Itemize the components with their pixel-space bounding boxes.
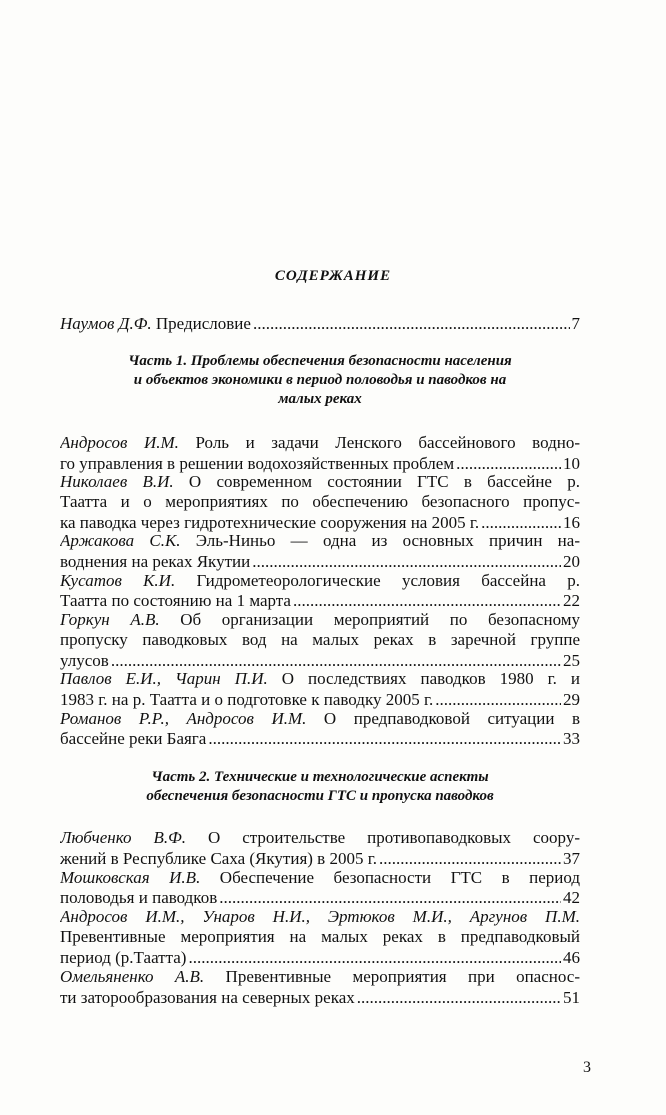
part-heading-line: малых реках [278, 391, 362, 407]
toc-entry-line [60, 590, 580, 611]
toc-entry-line: пропуску паводковых вод на малых реках в заречной группе [60, 630, 580, 649]
entry-page: 7 [571, 314, 580, 333]
entry-page: 29 [563, 690, 580, 709]
leader-dots [188, 947, 561, 968]
entry-page: 20 [563, 552, 580, 571]
entry-text: Превентивные мероприятия при опаснос- [204, 967, 580, 986]
entry-text: Таатта по состоянию на 1 марта [60, 591, 291, 610]
part-heading-line: Часть 2. Технические и технологические аспекты [151, 769, 489, 785]
toc-entry-line [60, 609, 580, 630]
leader-dots [293, 590, 561, 611]
leader-dots [252, 551, 561, 572]
entry-text: О предпаводковой ситуации в [306, 709, 580, 728]
entry-text: Роль и задачи Ленского бассейнового водно- [178, 433, 580, 452]
entry-author: Павлов Е.И., Чарин П.И. [60, 669, 268, 688]
entry-text: улусов [60, 651, 109, 670]
entry-author: Горкун А.В. [60, 610, 160, 629]
toc-entry-line [60, 848, 580, 869]
toc-entry-line [60, 668, 580, 689]
entry-text: ка паводка через гидротехнические сооружения на 2005 г. [60, 513, 480, 532]
toc-entry-line [60, 867, 580, 888]
leader-dots [379, 848, 561, 869]
part-heading-line: обеспечения безопасности ГТС и пропуска паводков [146, 788, 494, 804]
entry-text: ти заторообразования на северных реках [60, 988, 355, 1007]
entry-text: Гидрометеорологические условия бассейна р. [175, 571, 580, 590]
entry-text: О строительстве противопаводковых соору- [186, 828, 580, 847]
entry-author: Наумов Д.Ф. [60, 314, 152, 333]
entry-author: Кусатов К.И. [60, 571, 176, 590]
part-2-heading [60, 768, 580, 806]
entry-text: половодья и паводков [60, 888, 218, 907]
leader-dots [208, 728, 561, 749]
entry-author: Аржакова С.К. [60, 531, 181, 550]
part-1-heading [60, 352, 580, 409]
toc-entry-line: Превентивные мероприятия на малых реках в предпаводковый [60, 927, 580, 946]
entry-text: Эль-Ниньо — одна из основных причин на- [180, 531, 580, 550]
entry-text: О последствиях паводков 1980 г. и [267, 669, 580, 688]
entry-page: 16 [563, 513, 580, 532]
entry-author: Мошковская И.В. [60, 868, 201, 887]
page-number: 3 [583, 1059, 591, 1076]
entry-text: 1983 г. на р. Таатта и о подготовке к паводку 2005 г. [60, 690, 434, 709]
toc-entry-line [60, 728, 580, 749]
toc-entry-line [60, 827, 580, 848]
entry-page: 25 [563, 651, 580, 670]
entry-page: 33 [563, 729, 580, 748]
leader-dots [253, 313, 570, 334]
leader-dots [219, 887, 561, 908]
entry-text: Обеспечение безопасности ГТС в период [200, 868, 580, 887]
toc-entry-line [60, 947, 580, 968]
entry-author: Любченко В.Ф. [60, 828, 187, 847]
entry-page: 22 [563, 591, 580, 610]
entry-author: Андросов И.М., Унаров Н.И., Эртюков М.И., Аргунов П.М. [60, 907, 580, 926]
entry-text: период (р.Таатта) [60, 948, 187, 967]
toc-entry-line: Таатта и о мероприятиях по обеспечению безопасного пропус- [60, 492, 580, 511]
toc-entry-line [60, 708, 580, 729]
toc-entry-line [60, 551, 580, 572]
part-heading-line: Часть 1. Проблемы обеспечения безопасности населения [128, 353, 512, 369]
toc-entry-line [60, 906, 580, 927]
part-heading-line: и объектов экономики в период половодья и паводков на [133, 372, 507, 388]
leader-dots [435, 689, 561, 710]
entry-text: О современном состоянии ГТС в бассейне р. [173, 472, 580, 491]
entry-page: 42 [563, 888, 580, 907]
entry-text: Об организации мероприятий по безопасному [159, 610, 580, 629]
entry-text: воднения на реках Якутии [60, 552, 251, 571]
toc-entry-line [60, 966, 580, 987]
entry-page: 46 [563, 948, 580, 967]
entry-page: 37 [563, 849, 580, 868]
entry-page: 10 [563, 454, 580, 473]
toc-entry-line [60, 530, 580, 551]
toc-entry-line [60, 987, 580, 1008]
toc-entry-line [60, 887, 580, 908]
toc-entry-line [60, 471, 580, 492]
toc-entry-line [60, 689, 580, 710]
entry-title: Предисловие [151, 314, 251, 333]
entry-text: го управления в решении водохозяйственных проблем [60, 454, 455, 473]
entry-page: 51 [563, 988, 580, 1007]
entry-author: Андросов И.М. [60, 433, 179, 452]
entry-text: бассейне реки Баяга [60, 729, 207, 748]
entry-author: Романов Р.Р., Андросов И.М. [60, 709, 307, 728]
toc-entry-line [60, 570, 580, 591]
toc-heading: СОДЕРЖАНИЕ [274, 268, 392, 284]
entry-text: жений в Республике Саха (Якутия) в 2005 г. [60, 849, 378, 868]
toc-entry-line [60, 432, 580, 453]
toc-entry-preface [60, 313, 580, 334]
entry-author: Николаев В.И. [60, 472, 174, 491]
leader-dots [357, 987, 561, 1008]
entry-author: Омельяненко А.В. [60, 967, 205, 986]
